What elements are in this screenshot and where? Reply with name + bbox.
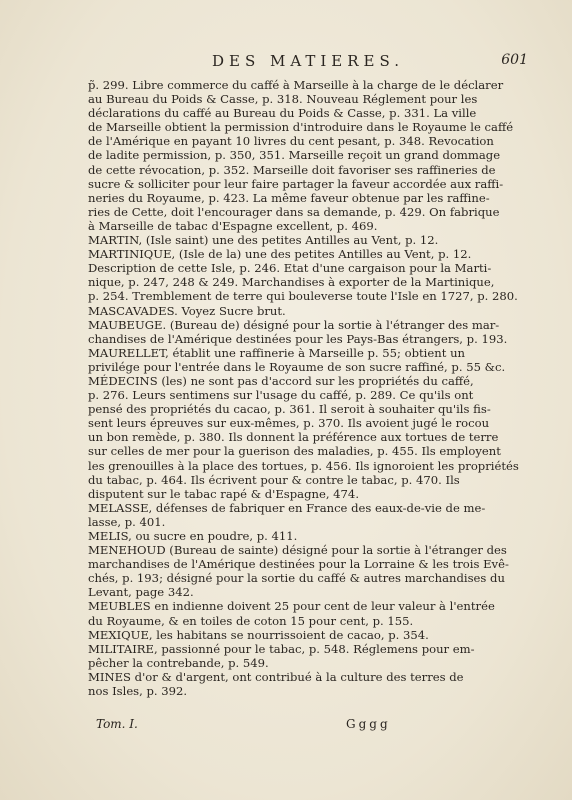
text-line: lasse, p. 401. [88, 514, 166, 529]
text-line: sucre & solliciter pour leur faire partager la faveur accordée aux raffi- [88, 176, 504, 191]
text-line: neries du Royaume, p. 423. La même faveur obtenue par les raffine- [88, 190, 490, 205]
text-line: p. 276. Leurs sentimens sur l'usage du caffé, p. 289. Ce qu'ils ont [88, 388, 474, 403]
text-line: les grenouilles à la place des tortues, p. 456. Ils ignoroient les propriétés [88, 458, 519, 473]
text-line: chandises de l'Amérique destinées pour les Pays-Bas étrangers, p. 193. [88, 331, 508, 346]
text-line: p. 254. Tremblement de terre qui bouleverse toute l'Isle en 1727, p. 280. [88, 289, 518, 304]
running-title: DES MATIERES. [211, 52, 405, 70]
text-line: disputent sur le tabac rapé & d'Espagne, 474. [88, 486, 359, 501]
text-line: Levant, page 342. [88, 585, 194, 600]
text-line: du tabac, p. 464. Ils écrivent pour & contre le tabac, p. 470. Ils [88, 472, 460, 487]
text-line: MÉDECINS (les) ne sont pas d'accord sur les propriétés du caffé, [88, 373, 474, 388]
text-line: du Royaume, & en toiles de coton 15 pour cent, p. 155. [88, 613, 414, 628]
text-line: MELASSE, défenses de fabriquer en France des eaux-de-vie de me- [88, 500, 486, 515]
text-line: MARTINIQUE, (Isle de la) une des petites Antilles au Vent, p. 12. [88, 247, 472, 262]
text-line: MAUBEUGE. (Bureau de) désigné pour la sortie à l'étranger des mar- [88, 317, 500, 332]
text-line: MEXIQUE, les habitans se nourrissoient de cacao, p. 354. [88, 627, 429, 642]
text-line: MARTIN, (Isle saint) une des petites Antilles au Vent, p. 12. [88, 233, 439, 248]
text-line: sur celles de mer pour la guerison des maladies, p. 455. Ils employent [88, 444, 501, 459]
text-line: ries de Cette, doit l'encourager dans sa demande, p. 429. On fabrique [88, 204, 500, 219]
text-line: marchandises de l'Amérique destinées pour la Lorraine & les trois Evê- [88, 557, 509, 572]
page-number: 601 [501, 52, 528, 68]
text-line: pêcher la contrebande, p. 549. [88, 655, 269, 670]
signature-mark: Gggg [346, 717, 391, 731]
text-line: déclarations du caffé au Bureau du Poids & Casse, p. 331. La ville [88, 106, 477, 121]
text-line: nique, p. 247, 248 & 249. Marchandises à exporter de la Martinique, [88, 275, 495, 290]
text-line: de l'Amérique en payant 10 livres du cent pesant, p. 348. Revocation [88, 134, 494, 149]
text-line: un bon remède, p. 380. Ils donnent la préférence aux tortues de terre [88, 430, 499, 445]
text-line: de cette révocation, p. 352. Marseille doit favoriser ses raffineries de [88, 162, 496, 177]
text-line: MAURELLET, établit une raffinerie à Marseille p. 55; obtient un [88, 345, 465, 360]
text-line: MENEHOUD (Bureau de sainte) désigné pour la sortie à l'étranger des [88, 543, 507, 558]
text-line: pensé des propriétés du cacao, p. 361. Il seroit à souhaiter qu'ils fis- [88, 402, 491, 417]
text-line: Description de cette Isle, p. 246. Etat d'une cargaison pour la Marti- [88, 261, 492, 276]
text-line: au Bureau du Poids & Casse, p. 318. Nouveau Réglement pour les [88, 92, 478, 107]
text-line: p̃. 299. Libre commerce du caffé à Marseille à la charge de le déclarer [88, 78, 504, 92]
text-line: MEUBLES en indienne doivent 25 pour cent de leur valeur à l'entrée [88, 599, 495, 614]
text-line: MILITAIRE, passionné pour le tabac, p. 548. Réglemens pour em- [88, 641, 475, 656]
page-footer [88, 717, 528, 735]
text-line: privilége pour l'entrée dans le Royaume de son sucre raffiné, p. 55 &c. [88, 359, 506, 374]
text-line: MINES d'or & d'argent, ont contribué à la culture des terres de [88, 669, 464, 684]
text-line: de Marseille obtient la permission d'introduire dans le Royaume le caffé [88, 120, 514, 135]
running-header [88, 52, 528, 74]
volume-label: Tom. I. [96, 717, 138, 731]
text-line: MELIS, ou sucre en poudre, p. 411. [88, 529, 298, 543]
text-line: chés, p. 193; désigné pour la sortie du caffé & autres marchandises du [88, 571, 505, 586]
text-line: MASCAVADES. Voyez Sucre brut. [88, 303, 286, 318]
text-line: à Marseille de tabac d'Espagne excellent, p. 469. [88, 218, 378, 233]
text-line: sent leurs épreuves sur eux-mêmes, p. 370. Ils avoient jugé le rocou [88, 416, 490, 431]
text-line: de ladite permission, p. 350, 351. Marseille reçoit un grand dommage [88, 148, 501, 163]
text-line: nos Isles, p. 392. [88, 684, 188, 699]
index-text-block [88, 78, 528, 698]
